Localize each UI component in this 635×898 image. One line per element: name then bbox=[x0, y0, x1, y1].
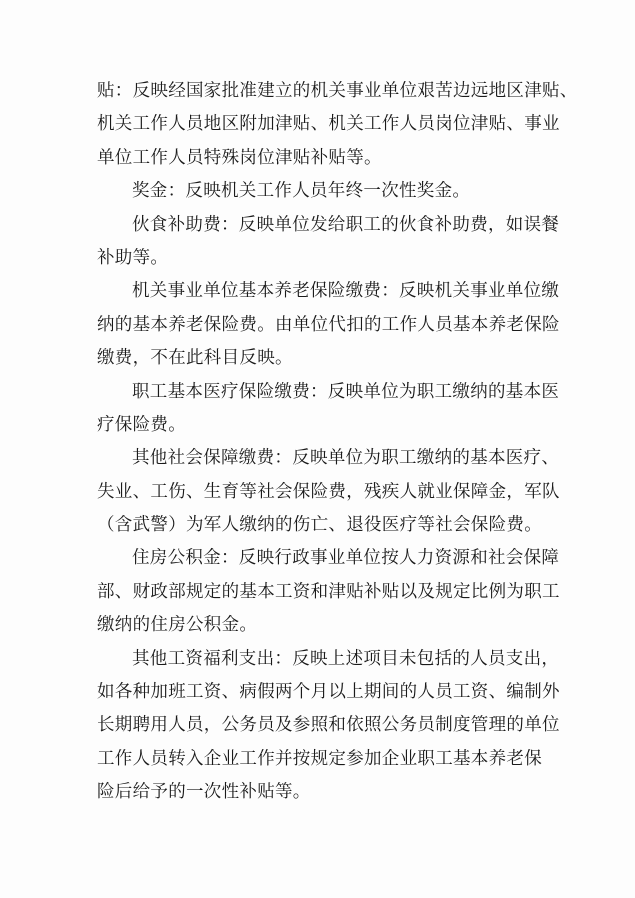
paragraph-allowance-continued bbox=[97, 75, 578, 175]
text-line: 单位工作人员特殊岗位津贴补贴等。 bbox=[97, 147, 382, 168]
text-line: 机关事业单位基本养老保险缴费：反映机关事业单位缴 bbox=[132, 281, 560, 302]
text-line: 缴费，不在此科目反映。 bbox=[97, 348, 293, 369]
text-line: 其他社会保障缴费：反映单位为职工缴纳的基本医疗、 bbox=[132, 448, 560, 469]
text-line: 贴：反映经国家批准建立的机关事业单位艰苦边远地区津贴、 bbox=[97, 81, 578, 101]
document-body bbox=[97, 75, 578, 810]
text-line: 职工基本医疗保险缴费：反映单位为职工缴纳的基本医 bbox=[132, 381, 560, 402]
text-line: 补助等。 bbox=[97, 247, 169, 268]
paragraph-other-social-security bbox=[97, 442, 560, 542]
text-line: 失业、工伤、生育等社会保险费，残疾人就业保障金，军队 bbox=[97, 481, 560, 502]
text-line: 工作人员转入企业工作并按规定参加企业职工基本养老保 bbox=[97, 748, 542, 769]
text-line: 机关工作人员地区附加津贴、机关工作人员岗位津贴、事业 bbox=[97, 114, 560, 135]
paragraph-bonus bbox=[97, 175, 552, 208]
paragraph-housing-fund bbox=[97, 542, 560, 642]
text-line: 纳的基本养老保险费。由单位代扣的工作人员基本养老保险 bbox=[97, 314, 560, 335]
text-line: 险后给予的一次性补贴等。 bbox=[97, 782, 311, 803]
text-line: 疗保险费。 bbox=[97, 414, 186, 435]
paragraph-pension-insurance bbox=[97, 275, 560, 375]
paragraph-meal-subsidy bbox=[97, 209, 560, 276]
text-line: （含武警）为军人缴纳的伤亡、退役医疗等社会保险费。 bbox=[97, 515, 542, 536]
text-line: 缴纳的住房公积金。 bbox=[97, 615, 258, 636]
paragraph-other-welfare bbox=[97, 643, 560, 810]
text-line: 伙食补助费：反映单位发给职工的伙食补助费，如误餐 bbox=[132, 214, 560, 235]
text-line: 如各种加班工资、病假两个月以上期间的人员工资、编制外 bbox=[97, 682, 560, 703]
paragraph-medical-insurance bbox=[97, 376, 560, 443]
text-line: 住房公积金：反映行政事业单位按人力资源和社会保障 bbox=[132, 548, 560, 569]
text-line: 奖金：反映机关工作人员年终一次性奖金。 bbox=[132, 181, 471, 202]
text-line: 部、财政部规定的基本工资和津贴补贴以及规定比例为职工 bbox=[97, 581, 560, 602]
text-line: 其他工资福利支出：反映上述项目未包括的人员支出， bbox=[132, 648, 560, 669]
text-line: 长期聘用人员，公务员及参照和依照公务员制度管理的单位 bbox=[97, 715, 560, 736]
